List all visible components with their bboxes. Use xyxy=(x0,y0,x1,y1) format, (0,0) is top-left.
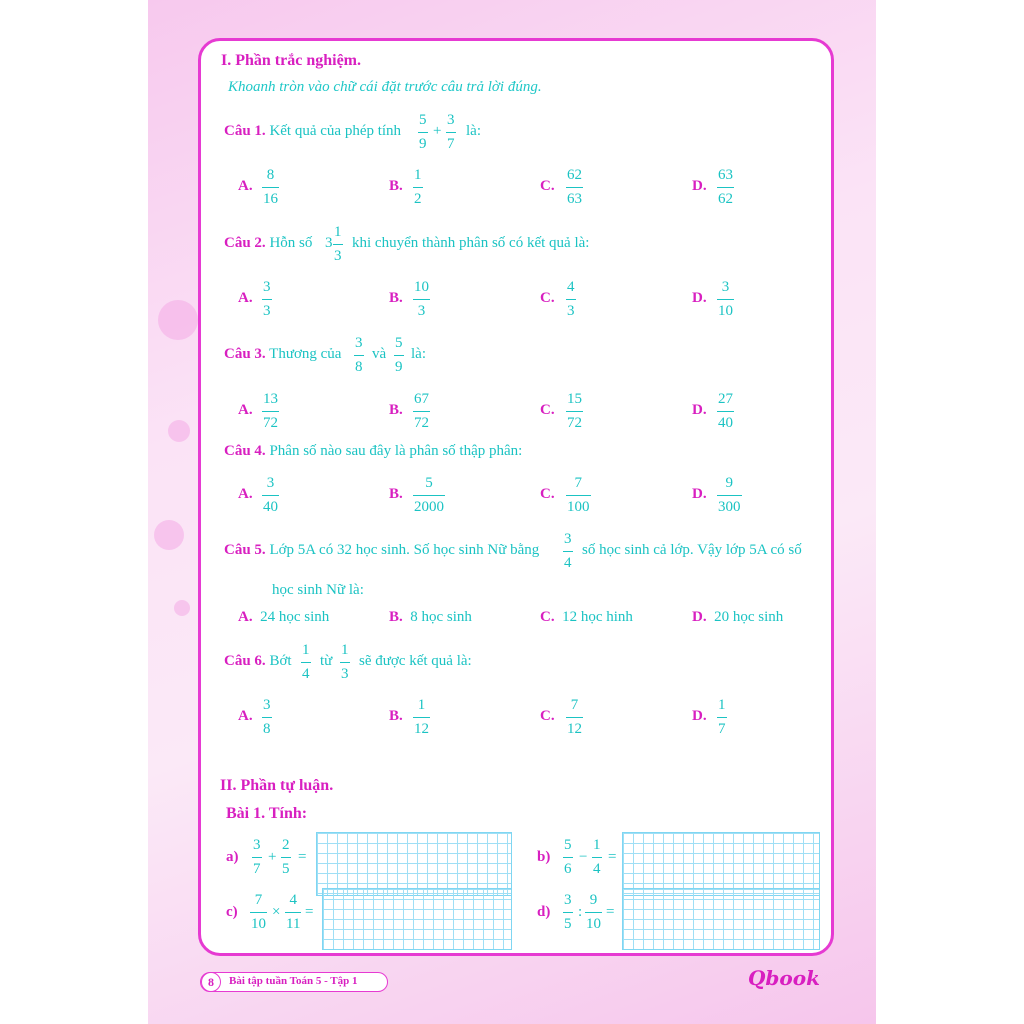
fraction xyxy=(340,641,350,683)
exercise-label: b) xyxy=(537,849,551,865)
question-5 xyxy=(224,542,539,559)
question-mid: từ xyxy=(320,653,333,669)
option-letter[interactable]: C. xyxy=(540,178,555,194)
option-fraction[interactable] xyxy=(413,278,430,320)
denominator: 5 xyxy=(282,861,290,877)
denominator: 2 xyxy=(414,191,422,207)
option-letter: C. xyxy=(540,609,555,625)
denominator: 7 xyxy=(253,861,261,877)
denominator: 3 xyxy=(263,303,271,319)
question-4 xyxy=(224,443,522,460)
numerator: 2 xyxy=(282,837,290,853)
numerator: 8 xyxy=(266,167,275,183)
denominator: 16 xyxy=(263,191,278,207)
option[interactable] xyxy=(692,609,783,626)
question-text: Thương của xyxy=(269,346,342,362)
denominator: 300 xyxy=(718,499,741,515)
option-fraction[interactable] xyxy=(717,166,734,208)
denominator: 7 xyxy=(718,721,726,737)
numerator: 3 xyxy=(355,335,363,351)
question-end: số học sinh cả lớp. Vậy lớp 5A có số xyxy=(582,542,802,558)
operator: : xyxy=(578,904,583,920)
footer-pill xyxy=(200,972,388,992)
question-line2: học sinh Nữ là: xyxy=(272,582,364,598)
equals-sign: = xyxy=(305,904,314,920)
option[interactable] xyxy=(238,609,329,626)
denominator: 3 xyxy=(334,248,342,264)
exercise-label: d) xyxy=(537,904,551,920)
operator: + xyxy=(268,849,277,865)
option-fraction[interactable] xyxy=(717,696,727,738)
equals-sign: = xyxy=(608,849,617,865)
numerator: 13 xyxy=(263,391,278,407)
option-text: 12 học hinh xyxy=(562,609,633,625)
option-fraction[interactable] xyxy=(413,166,423,208)
part1-title: I. Phần trắc nghiệm. xyxy=(221,52,361,69)
question-end: là: xyxy=(466,123,481,139)
option-letter[interactable]: D. xyxy=(692,708,707,724)
numerator: 7 xyxy=(254,892,263,908)
page-number: 8 xyxy=(201,972,221,992)
option-letter[interactable]: C. xyxy=(540,290,555,306)
decor-blot xyxy=(174,600,190,616)
fraction xyxy=(563,836,573,878)
numerator: 1 xyxy=(341,642,349,658)
fraction xyxy=(563,530,573,572)
numerator: 27 xyxy=(718,391,733,407)
numerator: 1 xyxy=(593,837,601,853)
numerator: 9 xyxy=(589,892,598,908)
denominator: 62 xyxy=(718,191,733,207)
denominator: 40 xyxy=(718,415,733,431)
option-letter[interactable]: A. xyxy=(238,402,253,418)
option[interactable] xyxy=(389,609,472,626)
numerator: 5 xyxy=(395,335,403,351)
instruction: Khoanh tròn vào chữ cái đặt trước câu trả lời đúng. xyxy=(228,79,542,95)
question-text: Bớt xyxy=(269,653,292,669)
mixed-whole: 3 xyxy=(325,235,333,251)
question-text: Hỗn số xyxy=(269,235,313,251)
fraction xyxy=(301,641,311,683)
option-text: 8 học sinh xyxy=(410,609,472,625)
operator: − xyxy=(579,849,588,865)
option-fraction[interactable] xyxy=(262,390,279,432)
option-fraction[interactable] xyxy=(566,166,583,208)
denominator: 100 xyxy=(567,499,590,515)
option-letter[interactable]: C. xyxy=(540,486,555,502)
option-fraction[interactable] xyxy=(413,390,430,432)
fraction xyxy=(592,836,602,878)
numerator: 5 xyxy=(564,837,572,853)
publisher-logo: Qbook xyxy=(748,966,820,990)
option-letter[interactable]: C. xyxy=(540,402,555,418)
numerator: 5 xyxy=(419,112,427,128)
operator: + xyxy=(433,123,442,139)
denominator: 63 xyxy=(567,191,582,207)
option-letter[interactable]: D. xyxy=(692,178,707,194)
numerator: 5 xyxy=(425,475,433,491)
question-mid: và xyxy=(372,346,387,362)
option-letter[interactable]: A. xyxy=(238,178,253,194)
numerator: 3 xyxy=(721,279,730,295)
denominator: 8 xyxy=(355,359,363,375)
question-label: Câu 5. xyxy=(224,542,266,558)
question-end: là: xyxy=(411,346,426,362)
numerator: 63 xyxy=(718,167,733,183)
option-fraction[interactable] xyxy=(262,278,272,320)
question-label: Câu 4. xyxy=(224,443,266,459)
denominator: 7 xyxy=(447,136,455,152)
fraction xyxy=(333,223,343,265)
question-2 xyxy=(224,235,312,252)
numerator: 3 xyxy=(253,837,261,853)
denominator: 6 xyxy=(564,861,572,877)
exercise-title: Bài 1. Tính: xyxy=(226,805,308,822)
option-fraction[interactable] xyxy=(566,278,576,320)
decor-blot xyxy=(158,300,198,340)
numerator: 10 xyxy=(414,279,429,295)
option-letter[interactable]: B. xyxy=(389,178,403,194)
numerator: 1 xyxy=(334,224,342,240)
fraction xyxy=(250,891,267,933)
denominator: 12 xyxy=(414,721,429,737)
numerator: 3 xyxy=(564,531,572,547)
question-6 xyxy=(224,653,292,670)
question-3 xyxy=(224,346,341,363)
question-text: Lớp 5A có 32 học sinh. Số học sinh Nữ bằng xyxy=(269,542,540,558)
question-end: khi chuyển thành phân số có kết quả là: xyxy=(352,235,590,251)
part2-title: II. Phần tự luận. xyxy=(220,777,334,794)
option-fraction[interactable] xyxy=(413,696,430,738)
option-letter[interactable]: D. xyxy=(692,402,707,418)
denominator: 10 xyxy=(586,916,601,932)
option-letter[interactable]: C. xyxy=(540,708,555,724)
denominator: 3 xyxy=(417,303,426,319)
option-fraction[interactable] xyxy=(262,696,272,738)
fraction xyxy=(354,334,364,376)
operator: × xyxy=(272,904,281,920)
fraction xyxy=(285,891,301,933)
option-fraction[interactable] xyxy=(413,474,445,516)
answer-grid[interactable] xyxy=(622,888,820,950)
denominator: 5 xyxy=(564,916,572,932)
numerator: 7 xyxy=(570,697,579,713)
fraction xyxy=(418,111,428,153)
numerator: 1 xyxy=(417,697,426,713)
option-fraction[interactable] xyxy=(717,474,742,516)
option-letter[interactable]: B. xyxy=(389,486,403,502)
question-label: Câu 1. xyxy=(224,123,266,139)
numerator: 3 xyxy=(263,279,271,295)
fraction xyxy=(252,836,262,878)
exercise-label: c) xyxy=(226,904,238,920)
denominator: 10 xyxy=(251,916,266,932)
option-letter[interactable]: A. xyxy=(238,290,253,306)
question-label: Câu 6. xyxy=(224,653,266,669)
numerator: 4 xyxy=(289,892,297,908)
fraction xyxy=(281,836,291,878)
denominator: 11 xyxy=(286,916,301,932)
numerator: 3 xyxy=(447,112,455,128)
option-letter[interactable]: B. xyxy=(389,708,403,724)
numerator: 7 xyxy=(574,475,582,491)
answer-grid[interactable] xyxy=(322,888,512,950)
numerator: 1 xyxy=(302,642,310,658)
question-1 xyxy=(224,123,401,140)
option-letter[interactable]: A. xyxy=(238,708,253,724)
option-fraction[interactable] xyxy=(262,166,279,208)
denominator: 3 xyxy=(341,666,349,682)
decor-blot xyxy=(168,420,190,442)
decor-blot xyxy=(154,520,184,550)
numerator: 15 xyxy=(567,391,582,407)
question-text: Phân số nào sau đây là phân số thập phân: xyxy=(269,443,523,459)
numerator: 3 xyxy=(266,475,275,491)
denominator: 4 xyxy=(593,861,601,877)
denominator: 12 xyxy=(567,721,582,737)
question-label: Câu 2. xyxy=(224,235,266,251)
option-letter[interactable]: D. xyxy=(692,486,707,502)
option-fraction[interactable] xyxy=(566,474,591,516)
equals-sign: = xyxy=(298,849,307,865)
answer-grid[interactable] xyxy=(316,832,512,896)
answer-grid[interactable] xyxy=(622,832,820,896)
question-text: Kết quả của phép tính xyxy=(269,123,402,139)
option-letter: B. xyxy=(389,609,403,625)
question-end: sẽ được kết quả là: xyxy=(359,653,472,669)
option[interactable] xyxy=(540,609,633,626)
denominator: 3 xyxy=(567,303,575,319)
option-text: 24 học sinh xyxy=(260,609,330,625)
denominator: 72 xyxy=(263,415,278,431)
numerator: 67 xyxy=(414,391,429,407)
denominator: 9 xyxy=(419,136,427,152)
option-text: 20 học sinh xyxy=(714,609,784,625)
option-fraction[interactable] xyxy=(717,390,734,432)
option-letter: D. xyxy=(692,609,707,625)
fraction xyxy=(446,111,456,153)
option-fraction[interactable] xyxy=(566,390,583,432)
option-fraction[interactable] xyxy=(717,278,734,320)
exercise-label: a) xyxy=(226,849,239,865)
denominator: 8 xyxy=(263,721,271,737)
fraction xyxy=(563,891,573,933)
numerator: 4 xyxy=(567,279,575,295)
option-letter[interactable]: A. xyxy=(238,486,253,502)
option-fraction[interactable] xyxy=(262,474,279,516)
option-letter[interactable]: B. xyxy=(389,290,403,306)
numerator: 3 xyxy=(263,697,271,713)
question-label: Câu 3. xyxy=(224,346,266,362)
fraction xyxy=(394,334,404,376)
denominator: 4 xyxy=(564,555,572,571)
denominator: 10 xyxy=(718,303,733,319)
numerator: 3 xyxy=(564,892,572,908)
option-letter: A. xyxy=(238,609,253,625)
denominator: 4 xyxy=(302,666,310,682)
option-letter[interactable]: B. xyxy=(389,402,403,418)
denominator: 9 xyxy=(395,359,403,375)
equals-sign: = xyxy=(606,904,615,920)
denominator: 2000 xyxy=(414,499,444,515)
option-fraction[interactable] xyxy=(566,696,583,738)
book-title: Bài tập tuần Toán 5 - Tập 1 xyxy=(229,975,358,987)
denominator: 40 xyxy=(263,499,278,515)
denominator: 72 xyxy=(414,415,429,431)
numerator: 9 xyxy=(725,475,733,491)
fraction xyxy=(585,891,602,933)
option-letter[interactable]: D. xyxy=(692,290,707,306)
numerator: 1 xyxy=(718,697,726,713)
denominator: 72 xyxy=(567,415,582,431)
numerator: 1 xyxy=(414,167,422,183)
numerator: 62 xyxy=(567,167,582,183)
